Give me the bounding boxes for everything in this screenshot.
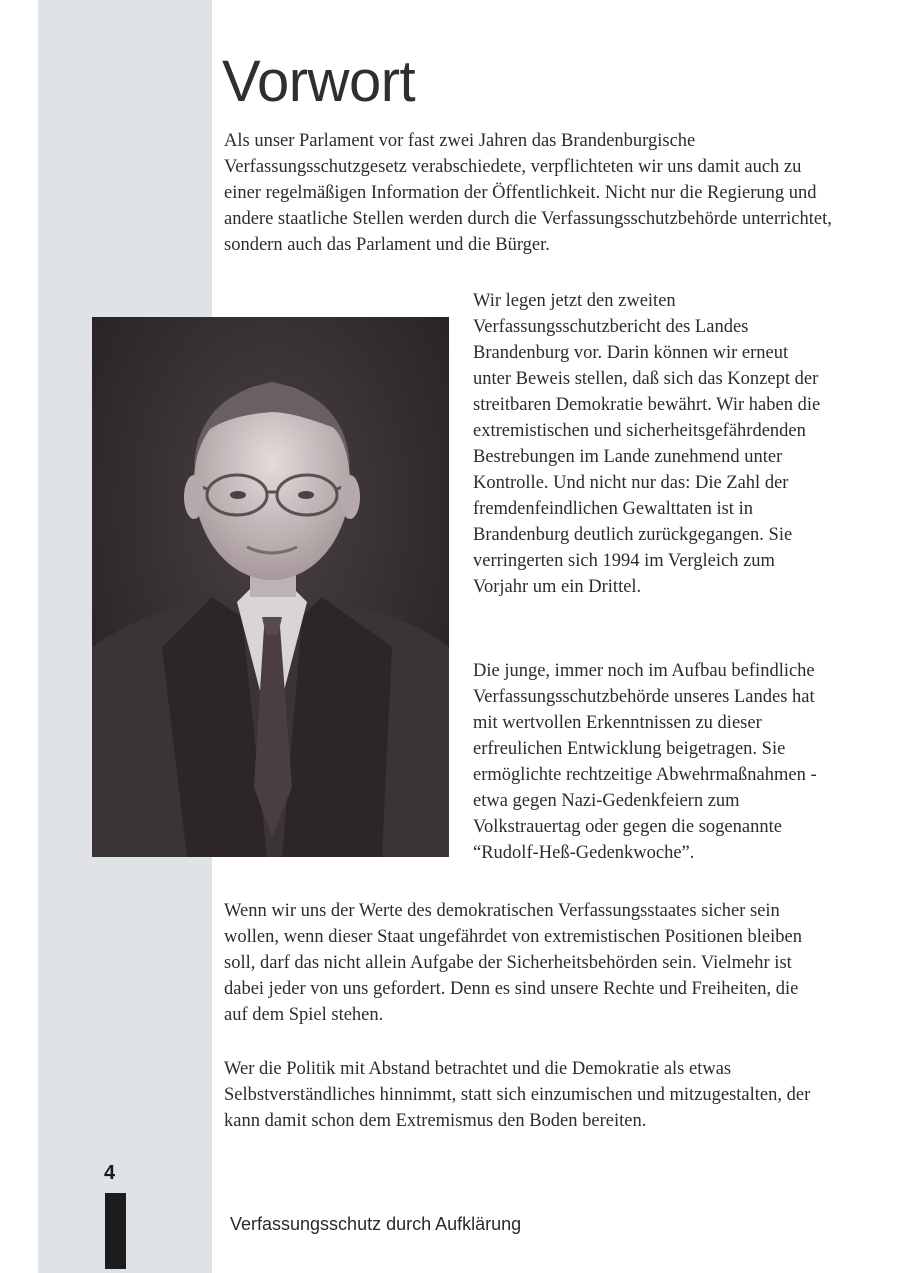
paragraph-intro: Als unser Parlament vor fast zwei Jahren das Brandenburgische Verfassungsschutzgesetz verabschiedete, verpflichteten wir uns damit auch zu einer regelmäßigen Information der Öffentlichkeit. Nicht nur die Regierung und andere staatliche Stellen werden durch die Verfassungsschutzbehörde unterrichtet, sondern auch das Parlament und die Bürger.: [224, 131, 832, 255]
paragraph-politics: Wer die Politik mit Abstand betrachtet und die Demokratie als etwas Selbstverständliches hinnimmt, statt sich einzumischen und mitzugestalten, der kann damit schon dem Extremismus den Boden bereiten.: [224, 1059, 811, 1131]
paragraph-report: Wir legen jetzt den zweiten Verfassungsschutzbericht des Landes Brandenburg vor. Darin können wir erneut unter Beweis stellen, daß sich das Konzept der streitbaren Demokratie bewährt. Wir haben die extremistischen und sicherheitsgefährdenden Bestrebungen im Lande zunehmend unter Kontrolle. Und nicht nur das: Die Zahl der fremdenfeindlichen Gewalttaten ist in Brandenburg deutlich zurückgegangen. Sie verringerten sich 1994 im Vergleich zum Vorjahr um ein Drittel.: [473, 291, 821, 597]
paragraph-agency: Die junge, immer noch im Aufbau befindliche Verfassungsschutzbehörde unseres Landes hat mit wertvollen Erkenntnissen zu dieser erfreulichen Entwicklung beigetragen. Sie ermöglichte rechtzeitige Abwehrmaßnahmen - etwa gegen Nazi-Gedenkfeiern zum Volkstrauertag oder gegen die sogenannte “Rudolf-Heß-Gedenkwoche”.: [473, 661, 817, 863]
paragraph-values: Wenn wir uns der Werte des demokratischen Verfassungsstaates sicher sein wollen, wenn dieser Staat ungefährdet von extremistischen Positionen bleiben soll, darf das nicht allein Aufgabe der Sicherheitsbehörden sein. Vielmehr ist dabei jeder von uns gefordert. Denn es sind unsere Rechte und Freiheiten, die auf dem Spiel stehen.: [224, 901, 802, 1025]
portrait-photo: [92, 317, 449, 857]
page-title: Vorwort: [222, 49, 416, 114]
footer-title: Verfassungsschutz durch Aufklärung: [230, 1214, 522, 1234]
page-number: 4: [104, 1162, 116, 1184]
page-number-bar: [105, 1193, 126, 1269]
